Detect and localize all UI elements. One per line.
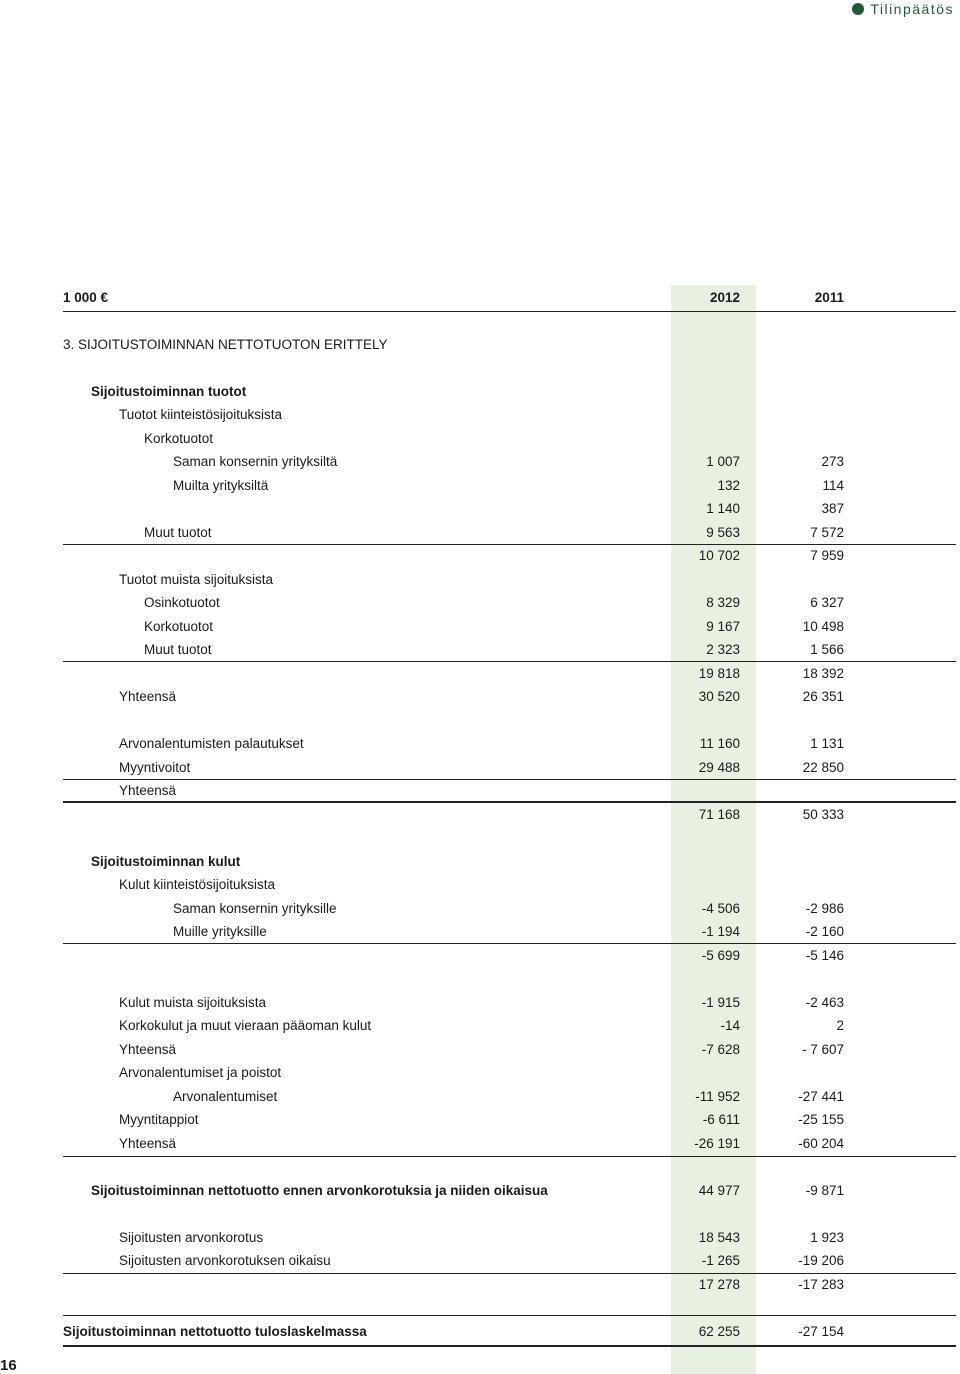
column-header-2012: 2012: [709, 290, 740, 305]
value-2011: 10 498: [802, 619, 844, 634]
table-row: [0, 499, 960, 519]
value-2011: -9 871: [805, 1183, 844, 1198]
row-label: Arvonalentumiset: [173, 1089, 278, 1104]
table-row: [0, 805, 960, 825]
table-row: [0, 922, 960, 942]
row-label: Korkotuotot: [144, 431, 214, 446]
value-2012: 132: [717, 478, 740, 493]
value-2012: 11 160: [699, 736, 740, 751]
value-2011: -27 441: [798, 1089, 844, 1104]
value-2011: 1 566: [810, 642, 844, 657]
table-row: [0, 852, 960, 872]
value-2012: 29 488: [698, 760, 740, 775]
table-row: [0, 1087, 960, 1107]
value-2011: - 7 607: [801, 1042, 844, 1057]
table-row: [0, 523, 960, 543]
page-number: 16: [0, 1357, 17, 1374]
value-2011: -2 160: [805, 924, 844, 939]
row-label: Myyntivoitot: [119, 760, 191, 775]
value-2011: -25 155: [798, 1112, 844, 1127]
section-title-row: [0, 335, 960, 355]
value-2012: 62 255: [698, 1324, 740, 1339]
table-row: [0, 1063, 960, 1083]
subtotal-divider: [63, 1273, 956, 1274]
subtotal-divider: [63, 1156, 956, 1157]
brand-dot-icon: [852, 3, 864, 15]
table-row: [0, 687, 960, 707]
total-divider: [63, 1345, 956, 1347]
value-2011: -60 204: [798, 1136, 844, 1151]
value-2012: 71 168: [698, 807, 740, 822]
value-2011: 1 923: [810, 1230, 844, 1245]
subtotal-divider: [63, 943, 956, 944]
row-label: Muilta yrityksiltä: [173, 478, 269, 493]
table-row: [0, 1016, 960, 1036]
value-2011: -27 154: [798, 1324, 844, 1339]
value-2011: 6 327: [810, 595, 844, 610]
value-2011: 1 131: [810, 736, 844, 751]
table-row: [0, 429, 960, 449]
row-label: Sijoitusten arvonkorotuksen oikaisu: [119, 1253, 331, 1268]
value-2012: -4 506: [701, 901, 740, 916]
table-row: [0, 382, 960, 402]
value-2011: -2 463: [805, 995, 844, 1010]
row-label: Sijoitustoiminnan tuotot: [91, 384, 247, 399]
value-2012: 10 702: [698, 548, 740, 563]
total-divider: [63, 801, 956, 803]
value-2011: 273: [821, 454, 844, 469]
brand-title: Tilinpäätös: [870, 1, 954, 17]
value-2011: 7 959: [810, 548, 844, 563]
table-row: [0, 758, 960, 778]
table-row: [0, 1181, 960, 1201]
value-2011: 7 572: [810, 525, 844, 540]
row-label: Sijoitustoiminnan nettotuotto ennen arvonkorotuksia ja niiden oikaisua: [91, 1183, 548, 1198]
section-title: 3. SIJOITUSTOIMINNAN NETTOTUOTON ERITTELY: [63, 337, 388, 352]
unit-label: 1 000 €: [63, 290, 109, 305]
table-row: [0, 405, 960, 425]
subtotal-divider: [63, 779, 956, 780]
table-row: [0, 946, 960, 966]
value-2012: -26 191: [694, 1136, 740, 1151]
value-2012: 44 977: [698, 1183, 740, 1198]
table-row: [0, 1322, 960, 1342]
row-label: Muut tuotot: [144, 525, 212, 540]
value-2011: 114: [822, 478, 844, 493]
row-label: Kulut kiinteistösijoituksista: [119, 877, 276, 892]
value-2012: 19 818: [698, 666, 740, 681]
row-label: Saman konsernin yrityksille: [173, 901, 337, 916]
row-label: Myyntitappiot: [119, 1112, 199, 1127]
row-label: Sijoitustoiminnan nettotuotto tuloslaskelmassa: [63, 1324, 367, 1339]
table-row: [0, 476, 960, 496]
value-2012: 9 167: [706, 619, 740, 634]
row-label: Yhteensä: [119, 1042, 177, 1057]
row-label: Osinkotuotot: [144, 595, 220, 610]
table-row: [0, 664, 960, 684]
value-2012: 18 543: [698, 1230, 740, 1245]
value-2012: -1 265: [701, 1253, 740, 1268]
row-label: Tuotot kiinteistösijoituksista: [119, 407, 283, 422]
row-label: Yhteensä: [119, 689, 177, 704]
value-2011: 26 351: [802, 689, 844, 704]
table-row: [0, 452, 960, 472]
subtotal-divider: [63, 544, 956, 545]
subtotal-divider: [63, 1315, 956, 1316]
value-2011: 387: [821, 501, 844, 516]
table-row: [0, 1040, 960, 1060]
value-2011: 50 333: [802, 807, 844, 822]
value-2012: -1 194: [701, 924, 740, 939]
value-2012: -14: [720, 1018, 740, 1033]
value-2012: 1 140: [706, 501, 740, 516]
row-label: Korkotuotot: [144, 619, 214, 634]
table-row: [0, 1228, 960, 1248]
table-row: [0, 640, 960, 660]
value-2011: 18 392: [802, 666, 844, 681]
row-label: Muut tuotot: [144, 642, 212, 657]
row-label: Sijoitusten arvonkorotus: [119, 1230, 264, 1245]
row-label: Arvonalentumiset ja poistot: [119, 1065, 282, 1080]
row-label: Yhteensä: [119, 783, 177, 798]
subtotal-divider: [63, 661, 956, 662]
table-row: [0, 993, 960, 1013]
column-header-2011: 2011: [814, 290, 844, 305]
table-row: [0, 617, 960, 637]
value-2012: 9 563: [706, 525, 740, 540]
table-row: [0, 1251, 960, 1271]
row-label: Arvonalentumisten palautukset: [119, 736, 304, 751]
value-2012: 1 007: [706, 454, 740, 469]
header-brand: [852, 1, 954, 17]
value-2011: -5 146: [805, 948, 844, 963]
value-2012: -5 699: [701, 948, 740, 963]
value-2011: 22 850: [802, 760, 844, 775]
table-row: [0, 546, 960, 566]
value-2012: 17 278: [698, 1277, 740, 1292]
value-2012: -6 611: [702, 1112, 740, 1127]
value-2011: -17 283: [798, 1277, 844, 1292]
table-row: [0, 875, 960, 895]
table-row: [0, 1134, 960, 1154]
value-2011: -2 986: [805, 901, 844, 916]
row-label: Kulut muista sijoituksista: [119, 995, 267, 1010]
value-2011: 2: [836, 1018, 844, 1033]
table-row: [0, 781, 960, 801]
table-row: [0, 593, 960, 613]
value-2012: -11 952: [695, 1089, 740, 1104]
table-row: [0, 899, 960, 919]
table-row: [0, 734, 960, 754]
value-2012: 30 520: [698, 689, 740, 704]
row-label: Yhteensä: [119, 1136, 177, 1151]
row-label: Tuotot muista sijoituksista: [119, 572, 274, 587]
row-label: Sijoitustoiminnan kulut: [91, 854, 241, 869]
value-2012: 2 323: [706, 642, 740, 657]
header-divider: [63, 311, 956, 312]
row-label: Saman konsernin yrityksiltä: [173, 454, 338, 469]
table-row: [0, 1110, 960, 1130]
row-label: Korkokulut ja muut vieraan pääoman kulut: [119, 1018, 372, 1033]
table-row: [0, 570, 960, 590]
table-row: [0, 1275, 960, 1295]
value-2012: -1 915: [701, 995, 740, 1010]
row-label: Muille yrityksille: [173, 924, 267, 939]
value-2012: 8 329: [706, 595, 740, 610]
value-2012: -7 628: [701, 1042, 740, 1057]
value-2011: -19 206: [798, 1253, 844, 1268]
table-header-row: [0, 288, 960, 308]
